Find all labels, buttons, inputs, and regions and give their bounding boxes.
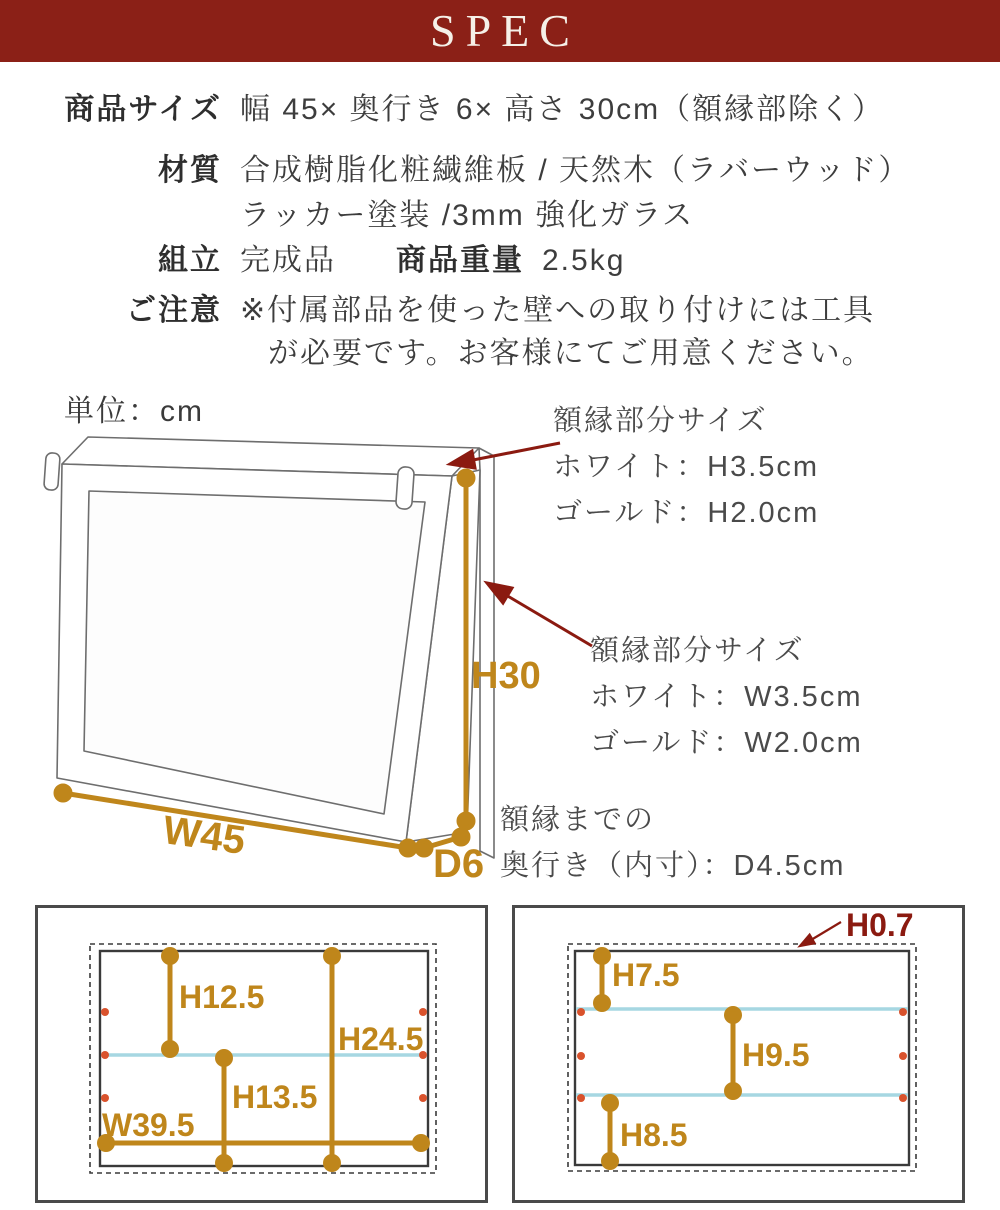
size-value: 幅 45× 奥行き 6× 高さ 30cm（額縁部除く） (240, 93, 885, 126)
dim-dot (218, 1157, 231, 1170)
dim-dot (727, 1085, 740, 1098)
dim-label-h9-5: H9.5 (742, 1037, 810, 1073)
spec-row-size (0, 92, 1000, 128)
panel-left-drawing (38, 908, 485, 1200)
dim-dot (604, 1097, 617, 1110)
annotation-gold: ゴールド：H2.0cm (553, 497, 820, 529)
hook-left (44, 453, 61, 491)
shelf-peg (899, 1094, 907, 1102)
dim-dot (604, 1155, 617, 1168)
dim-label-w39-5: W39.5 (102, 1107, 195, 1143)
spec-row-caution-2 (0, 336, 1000, 372)
dim-label-h12-5: H12.5 (179, 979, 265, 1015)
weight-value: 2.5kg (542, 244, 626, 277)
spec-row-assembly (0, 243, 1000, 279)
backplate-right-edge (479, 448, 494, 858)
dim-dot (596, 997, 609, 1010)
annotation-inner-depth (500, 797, 845, 889)
dim-label-w45: W45 (160, 808, 248, 864)
size-label: 商品サイズ (64, 93, 222, 126)
dim-dot (417, 841, 431, 855)
shelf-peg (577, 1008, 585, 1016)
annotation-title: 額縁部分サイズ (553, 405, 768, 437)
hook-right (396, 466, 415, 509)
annotation-white: ホワイト：W3.5cm (590, 681, 863, 713)
frame-thickness-arrowhead (800, 935, 815, 946)
dim-label-d6: D6 (433, 842, 485, 886)
spec-row-material (0, 153, 1000, 189)
annotation-frame-height (553, 398, 819, 536)
assembly-value: 完成品 (240, 244, 336, 277)
callout-arrow-side (506, 595, 592, 646)
caution-value-1: ※付属部品を使った壁への取り付けには工具 (240, 294, 876, 327)
material-value-2: ラッカー塗装 /3mm 強化ガラス (240, 199, 695, 232)
dim-dot (415, 1137, 428, 1150)
dim-dot (459, 471, 473, 485)
shelf-peg (899, 1008, 907, 1016)
dim-label-h13-5: H13.5 (232, 1079, 318, 1115)
dim-label-h24-5: H24.5 (338, 1021, 424, 1057)
annotation-gold: ゴールド：W2.0cm (590, 727, 863, 759)
dim-dot (727, 1009, 740, 1022)
dim-dot (401, 841, 415, 855)
dim-dot (459, 814, 473, 828)
dim-dot (326, 1157, 339, 1170)
panel-left-internal-dims (35, 905, 488, 1203)
shelf-peg (101, 1094, 109, 1102)
frame-thickness-arrow (811, 922, 841, 940)
dim-dot (164, 1043, 177, 1056)
annotation-white: ホワイト：H3.5cm (553, 451, 820, 483)
material-value-1: 合成樹脂化粧繊維板 / 天然木（ラバーウッド） (240, 154, 911, 187)
shelf-peg (577, 1094, 585, 1102)
dim-dot (56, 786, 70, 800)
dim-label-h8-5: H8.5 (620, 1117, 688, 1153)
caution-label: ご注意 (126, 294, 222, 327)
shelf-peg (419, 1008, 427, 1016)
unit-note: 単位：cm (64, 395, 204, 428)
assembly-label: 組立 (158, 244, 222, 277)
panel-right-drawing (515, 908, 962, 1200)
panel-right-internal-dims (512, 905, 965, 1203)
header-band (0, 0, 1000, 62)
dim-dot (218, 1052, 231, 1065)
spec-row-material-2 (0, 198, 1000, 234)
shelf-peg (101, 1008, 109, 1016)
annotation-line2: 奥行き（内寸）：D4.5cm (500, 850, 846, 882)
dim-dot (596, 950, 609, 963)
weight-label: 商品重量 (396, 244, 524, 277)
annotation-title: 額縁部分サイズ (590, 635, 805, 667)
annotation-frame-width (590, 628, 863, 766)
material-label: 材質 (158, 154, 222, 187)
shelf-peg (419, 1094, 427, 1102)
shelf-peg (899, 1052, 907, 1060)
page-title: SPEC (430, 5, 580, 56)
dim-dot (326, 950, 339, 963)
shelf-peg (101, 1051, 109, 1059)
dim-dot (164, 950, 177, 963)
dim-label-h7-5: H7.5 (612, 957, 680, 993)
dim-label-h0-7: H0.7 (846, 908, 914, 943)
annotation-line1: 額縁までの (500, 804, 656, 836)
dim-label-h30: H30 (471, 655, 541, 697)
caution-value-2: が必要です。お客様にてご用意ください。 (268, 337, 874, 370)
shelf-peg (577, 1052, 585, 1060)
spec-row-caution (0, 293, 1000, 329)
